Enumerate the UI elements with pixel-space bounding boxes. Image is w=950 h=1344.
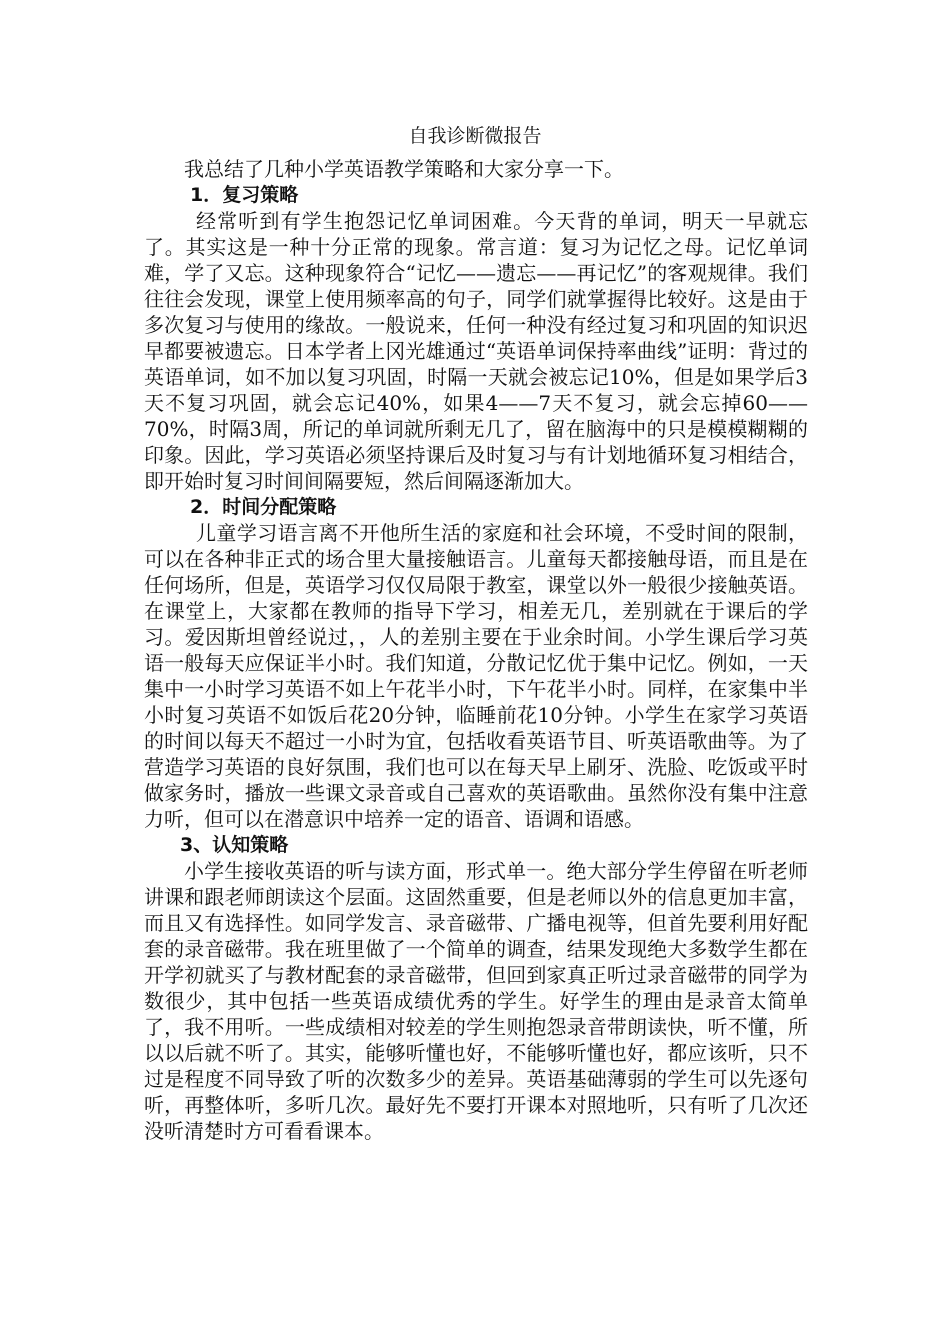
section-body-cognitive: 小学生接收英语的听与读方面，形式单一。绝大部分学生停留在听老师讲课和跟老师朗读这个层面。这固然重要，但是老师以外的信息更加丰富，而且又有选择性。如同学发言、录音磁带、广播电视等，但首先要利用好配套的录音磁带。我在班里做了一个简单的调查，结果发现绝大多数学生都在开学初就买了与教材配套的录音磁带，但回到家真正听过录音磁带的同学为数很少，其中包括一些英语成绩优秀的学生。好学生的理由是录音太简单了，我不用听。一些成绩相对较差的学生则抱怨录音带朗读快，听不懂，所以以后就不听了。其实，能够听懂也好，不能够听懂也好，都应该听，只不过是程度不同导致了听的次数多少的差异。英语基础薄弱的学生可以先逐句听，再整体听，多听几次。最好先不要打开课本对照地听，只有听了几次还没听清楚时方可看看课本。: [144, 859, 808, 1143]
section-heading-review: 1．复习策略: [190, 184, 299, 206]
section-heading-cognitive: 3、认知策略: [180, 834, 289, 856]
document-body: [144, 156, 808, 1144]
page-title: 自我诊断微报告: [408, 125, 542, 147]
intro-paragraph: 我总结了几种小学英语教学策略和大家分享一下。: [184, 157, 624, 181]
section-heading-time-allocation: 2．时间分配策略: [190, 496, 337, 518]
section-body-review: 经常听到有学生抱怨记忆单词困难。今天背的单词，明天一早就忘了。其实这是一种十分正常的现象。常言道：复习为记忆之母。记忆单词难，学了又忘。这种现象符合“记忆——遗忘——再记忆”的客观规律。我们往往会发现，课堂上使用频率高的句子，同学们就掌握得比较好。这是由于多次复习与使用的缘故。一般说来，任何一种没有经过复习和巩固的知识迟早都要被遗忘。日本学者上冈光雄通过“英语单词保持率曲线”证明：背过的英语单词，如不加以复习巩固，时隔一天就会被忘记10%，但是如果学后3天不复习巩固，就会忘记40%，如果4——7天不复习，就会忘掉60——70%，时隔3周，所记的单词就所剩无几了，留在脑海中的只是模模糊糊的印象。因此，学习英语必须坚持课后及时复习与有计划地循环复习相结合，即开始时复习时间间隔要短，然后间隔逐渐加大。: [144, 209, 808, 493]
section-body-time-allocation: 儿童学习语言离不开他所生活的家庭和社会环境，不受时间的限制，可以在各种非正式的场合里大量接触语言。儿童每天都接触母语，而且是在任何场所，但是，英语学习仅仅局限于教室，课堂以外一般很少接触英语。在课堂上，大家都在教师的指导下学习，相差无几，差别就在于课后的学习。爱因斯坦曾经说过，，人的差别主要在于业余时间。小学生课后学习英语一般每天应保证半小时。我们知道，分散记忆优于集中记忆。例如，一天集中一小时学习英语不如上午花半小时，下午花半小时。同样，在家集中半小时复习英语不如饭后花20分钟，临睡前花10分钟。小学生在家学习英语的时间以每天不超过一小时为宜，包括收看英语节目、听英语歌曲等。为了营造学习英语的良好氛围，我们也可以在每天早上刷牙、洗脸、吃饭或平时做家务时，播放一些课文录音或自己喜欢的英语歌曲。虽然你没有集中注意力听，但可以在潜意识中培养一定的语音、语调和语感。: [144, 521, 808, 831]
